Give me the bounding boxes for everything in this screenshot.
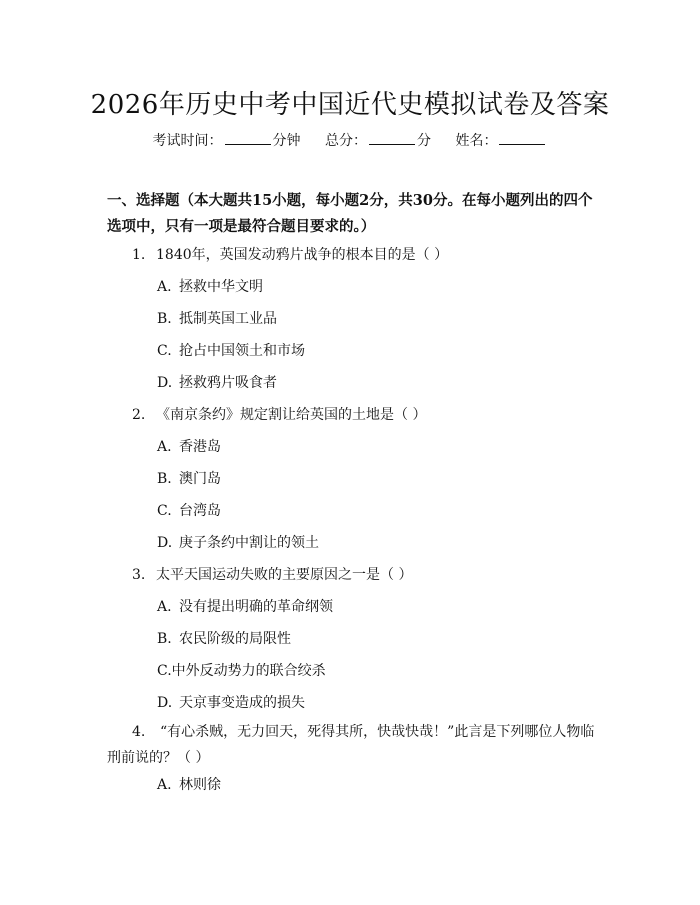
name-label: 姓名： xyxy=(455,133,498,149)
q3-option-b xyxy=(157,628,291,648)
q2-option-c xyxy=(157,500,221,520)
option-text: 香港岛 xyxy=(179,439,221,455)
q3-option-c xyxy=(157,660,326,680)
q1-option-d xyxy=(157,372,277,392)
option-letter: C. xyxy=(157,663,172,679)
option-text: 农民阶级的局限性 xyxy=(179,631,291,647)
option-letter: A. xyxy=(157,439,172,455)
option-letter: C. xyxy=(157,343,172,359)
total-score-field xyxy=(325,130,431,150)
question-number: 1. xyxy=(132,247,146,263)
option-letter: B. xyxy=(157,311,172,327)
option-letter: A. xyxy=(157,599,172,615)
q3-option-a xyxy=(157,596,333,616)
question-text: 1840年，英国发动鸦片战争的根本目的是（ ） xyxy=(156,247,449,263)
question-number: 2. xyxy=(132,407,146,423)
option-text: 中外反动势力的联合绞杀 xyxy=(171,663,326,679)
option-letter: A. xyxy=(157,279,172,295)
exam-time-label: 考试时间： xyxy=(152,133,223,149)
question-4 xyxy=(107,719,597,771)
q1-option-c xyxy=(157,340,305,360)
name-field xyxy=(455,130,547,150)
option-text: 澳门岛 xyxy=(179,471,221,487)
q4-option-a xyxy=(157,774,221,794)
total-score-label: 总分： xyxy=(325,133,367,149)
option-text: 拯救中华文明 xyxy=(179,279,263,295)
q2-option-a xyxy=(157,436,221,456)
exam-meta-line xyxy=(0,130,700,150)
option-letter: B. xyxy=(157,631,172,647)
option-letter: B. xyxy=(157,471,172,487)
option-text: 抢占中国领土和市场 xyxy=(179,343,305,359)
option-text: 没有提出明确的革命纲领 xyxy=(179,599,333,615)
question-2 xyxy=(132,404,426,424)
exam-time-unit: 分钟 xyxy=(272,133,301,149)
name-blank xyxy=(499,131,545,145)
option-letter: D. xyxy=(157,535,173,551)
option-letter: D. xyxy=(157,375,173,391)
q1-option-a xyxy=(157,276,263,296)
option-letter: C. xyxy=(157,503,172,519)
q3-option-d xyxy=(157,692,305,712)
option-text: 拯救鸦片吸食者 xyxy=(179,375,277,391)
exam-time-field xyxy=(153,130,301,150)
option-text: 台湾岛 xyxy=(179,503,221,519)
question-text: “有心杀贼，无力回天，死得其所，快哉快哉！”此言是下列哪位人物临刑前说的？（ ） xyxy=(107,724,595,766)
q1-option-b xyxy=(157,308,277,328)
option-text: 抵制英国工业品 xyxy=(179,311,277,327)
page-title: 2026年历史中考中国近代史模拟试卷及答案 xyxy=(90,90,610,120)
question-3 xyxy=(132,564,412,584)
section-heading: 一、选择题（本大题共15小题，每小题2分，共30分。在每小题列出的四个选项中，只有一项是最符合题目要求的。） xyxy=(107,192,593,235)
option-letter: D. xyxy=(157,695,173,711)
option-text: 林则徐 xyxy=(179,777,221,793)
q2-option-d xyxy=(157,532,319,552)
option-text: 庚子条约中割让的领土 xyxy=(179,535,319,551)
question-number: 3. xyxy=(132,567,146,583)
total-score-unit: 分 xyxy=(417,133,431,149)
option-text: 天京事变造成的损失 xyxy=(179,695,305,711)
question-text: 太平天国运动失败的主要原因之一是（ ） xyxy=(156,567,413,583)
question-number: 4. xyxy=(132,724,146,740)
q2-option-b xyxy=(157,468,221,488)
option-letter: A. xyxy=(157,777,172,793)
total-score-blank xyxy=(369,131,415,145)
question-1 xyxy=(132,244,448,264)
question-text: 《南京条约》规定割让给英国的土地是（ ） xyxy=(156,407,427,423)
exam-time-blank xyxy=(225,131,271,145)
